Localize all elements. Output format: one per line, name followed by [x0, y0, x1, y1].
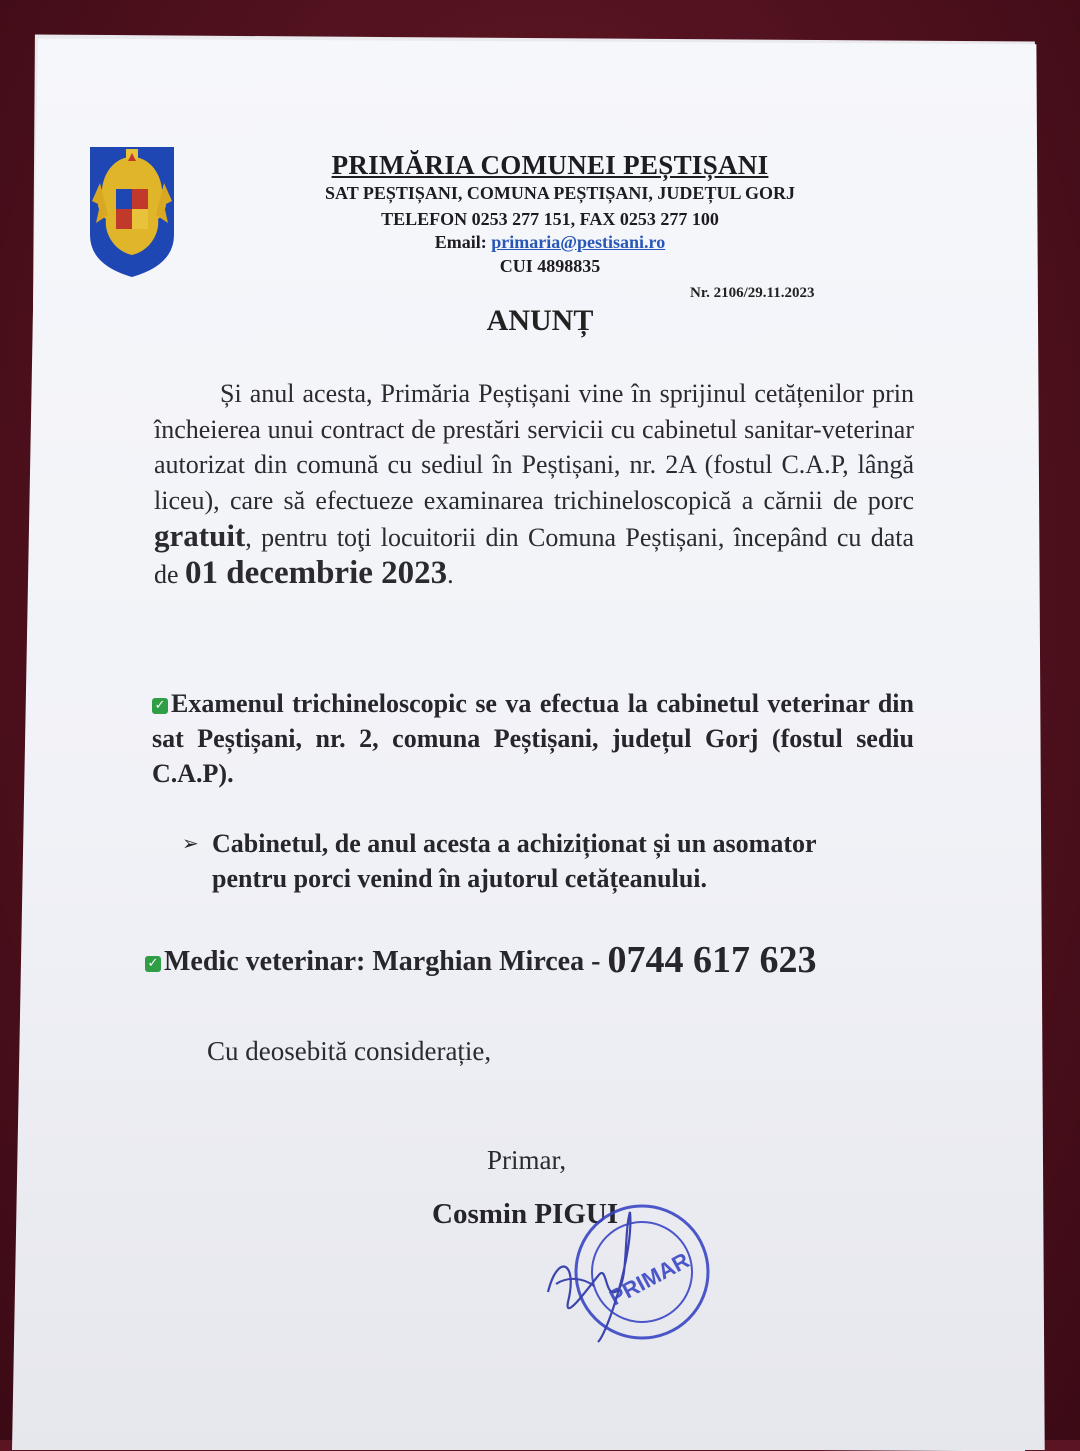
official-stamp	[538, 1192, 718, 1352]
email-label: Email:	[434, 232, 487, 252]
veterinarian-contact	[145, 938, 816, 982]
arrow-bullet-icon: ➢	[182, 831, 199, 855]
coat-of-arms-icon	[86, 143, 178, 281]
start-date: 01 decembrie 2023	[185, 554, 448, 591]
veterinarian-label: Medic veterinar: Marghian Mircea -	[164, 946, 601, 977]
institution-cui: CUI 4898835	[499, 256, 601, 276]
paragraph-text-a: Și anul acesta, Primăria Peștișani vine în sprijinul cetățenilor prin încheierea unui contract de prestări servicii cu cabinetul sanitar-veterinar autorizat din comună cu sediul în Peștișani, nr. 2A (fostul C.A.P, lângă liceu), care să efectueze examinarea trichineloscopică a cărnii de porc	[154, 379, 914, 515]
stamp-text: PRIMAR	[605, 1247, 694, 1311]
check-mark-icon: ✓	[152, 698, 168, 714]
signatory-role: Primar,	[487, 1145, 567, 1175]
paragraph-end: .	[447, 559, 454, 589]
closing-salutation: Cu deosebită considerație,	[207, 1036, 492, 1066]
veterinarian-phone: 0744 617 623	[607, 939, 817, 981]
equipment-line-2: pentru porci venind în ajutorul cetățeanului.	[212, 864, 708, 893]
free-emphasis: gratuit	[154, 518, 246, 554]
institution-address: SAT PEȘTIȘANI, COMUNA PEȘTIȘANI, JUDEȚUL GORJ	[325, 183, 795, 203]
institution-title: PRIMĂRIA COMUNEI PEȘTIȘANI	[331, 150, 769, 180]
institution-email	[230, 232, 870, 253]
document-title: ANUNȚ	[486, 304, 594, 337]
email-link[interactable]: primaria@pestisani.ro	[491, 232, 666, 252]
registration-number: Nr. 2106/29.11.2023	[690, 285, 815, 301]
exam-location-text: Examenul trichineloscopic se va efectua la cabinetul veterinar din sat Peștișani, nr. 2, comuna Peștișani, județul Gorj (fostul sediu C.A.P).	[152, 689, 914, 788]
check-mark-icon: ✓	[145, 956, 161, 972]
paragraph-text-b: , pentru toţi locuitorii din Comuna Peștișani, începând cu data de	[154, 523, 914, 589]
equipment-bullet	[182, 826, 914, 896]
exam-location-paragraph	[152, 686, 914, 791]
announcement-paragraph	[154, 376, 914, 593]
signatory-name: Cosmin PIGUI	[432, 1198, 619, 1230]
institution-phone-fax: TELEFON 0253 277 151, FAX 0253 277 100	[381, 209, 719, 229]
equipment-line-1: Cabinetul, de anul acesta a achiziționat și un asomator	[212, 829, 817, 858]
